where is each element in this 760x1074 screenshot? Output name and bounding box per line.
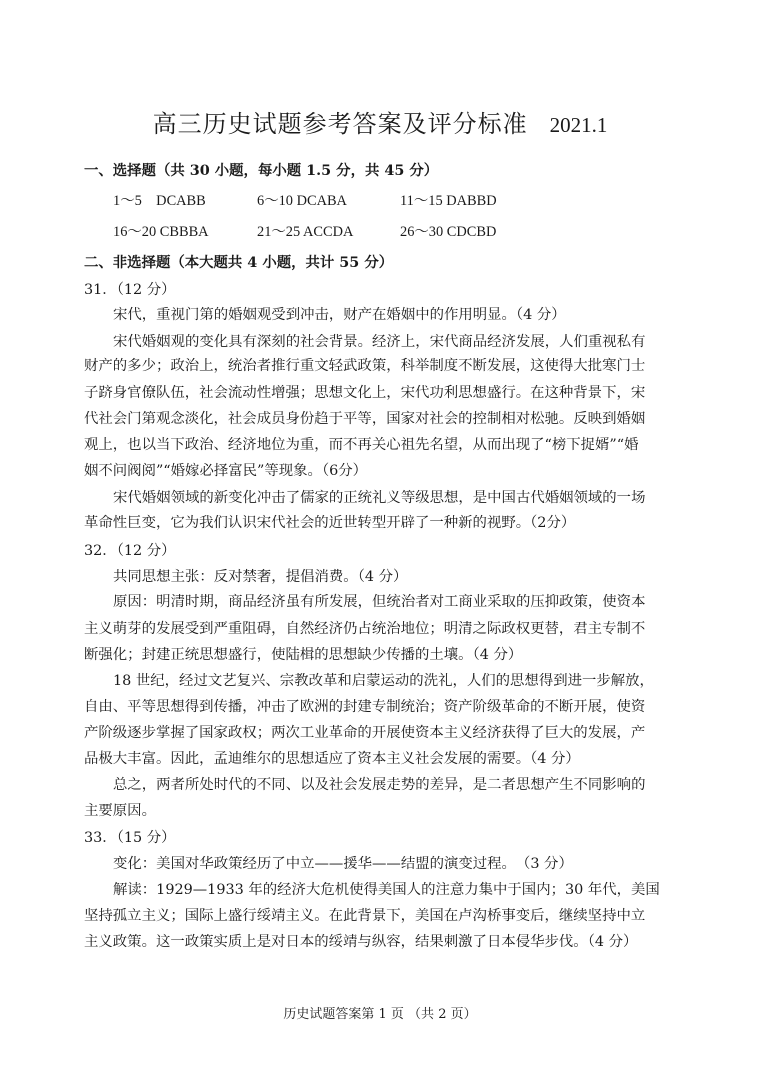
exam-date: 2021.1 (549, 113, 608, 137)
question-number: 32．（12 分） (84, 543, 176, 559)
answer-line: 变化：美国对华政策经历了中立——援华——结盟的演变过程。 （3 分） (113, 856, 573, 872)
answer-line: 宋代婚姻观的变化具有深刻的社会背景。经济上，宋代商品经济发展，人们重视私有 (113, 334, 646, 350)
answer-line: 革命性巨变，它为我们认识宋代社会的近世转型开辟了一种新的视野。（2分） (84, 515, 576, 531)
answer-line: 宋代婚姻领域的新变化冲击了儒家的正统礼义等级思想，是中国古代婚姻领域的一场 (113, 490, 646, 506)
answer-line: 产阶级逐步掌握了国家政权；两次工业革命的开展使资本主义经济获得了巨大的发展，产 (84, 725, 646, 741)
answer-group: 16～20 CBBBA (113, 224, 209, 240)
answer-group: 21～25 ACCDA (257, 224, 354, 240)
answer-line: 共同思想主张：反对禁奢，提倡消费。（4 分） (113, 569, 408, 585)
section-heading-choice: 一、选择题（共 30 小题，每小题 1.5 分，共 45 分） (84, 162, 439, 179)
answer-line: 18 世纪，经过文艺复兴、宗教改革和启蒙运动的洗礼，人们的思想得到进一步解放， (113, 673, 654, 689)
answer-group: 11～15 DABBD (400, 193, 497, 209)
answer-line: 主要原因。 (84, 803, 156, 819)
answer-line: 自由、平等思想得到传播，冲击了欧洲的封建专制统治；资产阶级革命的不断开展，使资 (84, 699, 646, 715)
question-number: 33．（15 分） (84, 830, 176, 846)
answer-line: 断强化；封建正统思想盛行，使陆楫的思想缺少传播的土壤。（4 分） (84, 647, 523, 663)
answer-line: 宋代，重视门第的婚姻观受到冲击，财产在婚姻中的作用明显。（4 分） (113, 307, 566, 323)
answer-line: 解读：1929—1933 年的经济大危机使得美国人的注意力集中于国内；30 年代，美国 (113, 882, 660, 898)
question-number: 31．（12 分） (84, 282, 176, 298)
answer-group: 26～30 CDCBD (400, 224, 497, 240)
answer-line: 观上，也以当下政治、经济地位为重，而不再关心祖先名望，从而出现了“榜下捉婿”“婚 (84, 437, 639, 453)
page-title: 高三历史试题参考答案及评分标准 (152, 110, 528, 138)
answer-line: 品极大丰富。因此，孟迪维尔的思想适应了资本主义社会发展的需要。（4 分） (84, 751, 580, 767)
answer-line: 原因：明清时期，商品经济虽有所发展，但统治者对工商业采取的压抑政策，使资本 (113, 594, 646, 610)
answer-group: 1～5 DCABB (113, 193, 206, 209)
answer-line: 总之，两者所处时代的不同、以及社会发展走势的差异，是二者思想产生不同影响的 (113, 777, 646, 793)
page-footer: 历史试题答案第 1 页 （共 2 页） (283, 1007, 477, 1022)
answer-line: 代社会门第观念淡化，社会成员身份趋于平等，国家对社会的控制相对松驰。反映到婚姻 (84, 411, 646, 427)
answer-line: 姻不问阀阅”“婚嫁必择富民”等现象。（6分） (84, 463, 368, 479)
answer-line: 财产的多少；政治上，统治者推行重文轻武政策，科举制度不断发展，这使得大批寒门士 (84, 358, 646, 374)
answer-group: 6～10 DCABA (257, 193, 347, 209)
section-heading-nonchoice: 二、非选择题（本大题共 4 小题，共计 55 分） (84, 254, 394, 271)
title-row (0, 104, 760, 139)
answer-line: 主义萌芽的发展受到严重阻碍，自然经济仍占统治地位；明清之际政权更替，君主专制不 (84, 621, 646, 637)
answer-line: 主义政策。这一政策实质上是对日本的绥靖与纵容，结果刺激了日本侵华步伐。（4 分） (84, 934, 638, 950)
answer-line: 坚持孤立主义；国际上盛行绥靖主义。在此背景下，美国在卢沟桥事变后，继续坚持中立 (84, 908, 646, 924)
answer-line: 子跻身官僚队伍，社会流动性增强；思想文化上，宋代功利思想盛行。在这种背景下，宋 (84, 385, 646, 401)
